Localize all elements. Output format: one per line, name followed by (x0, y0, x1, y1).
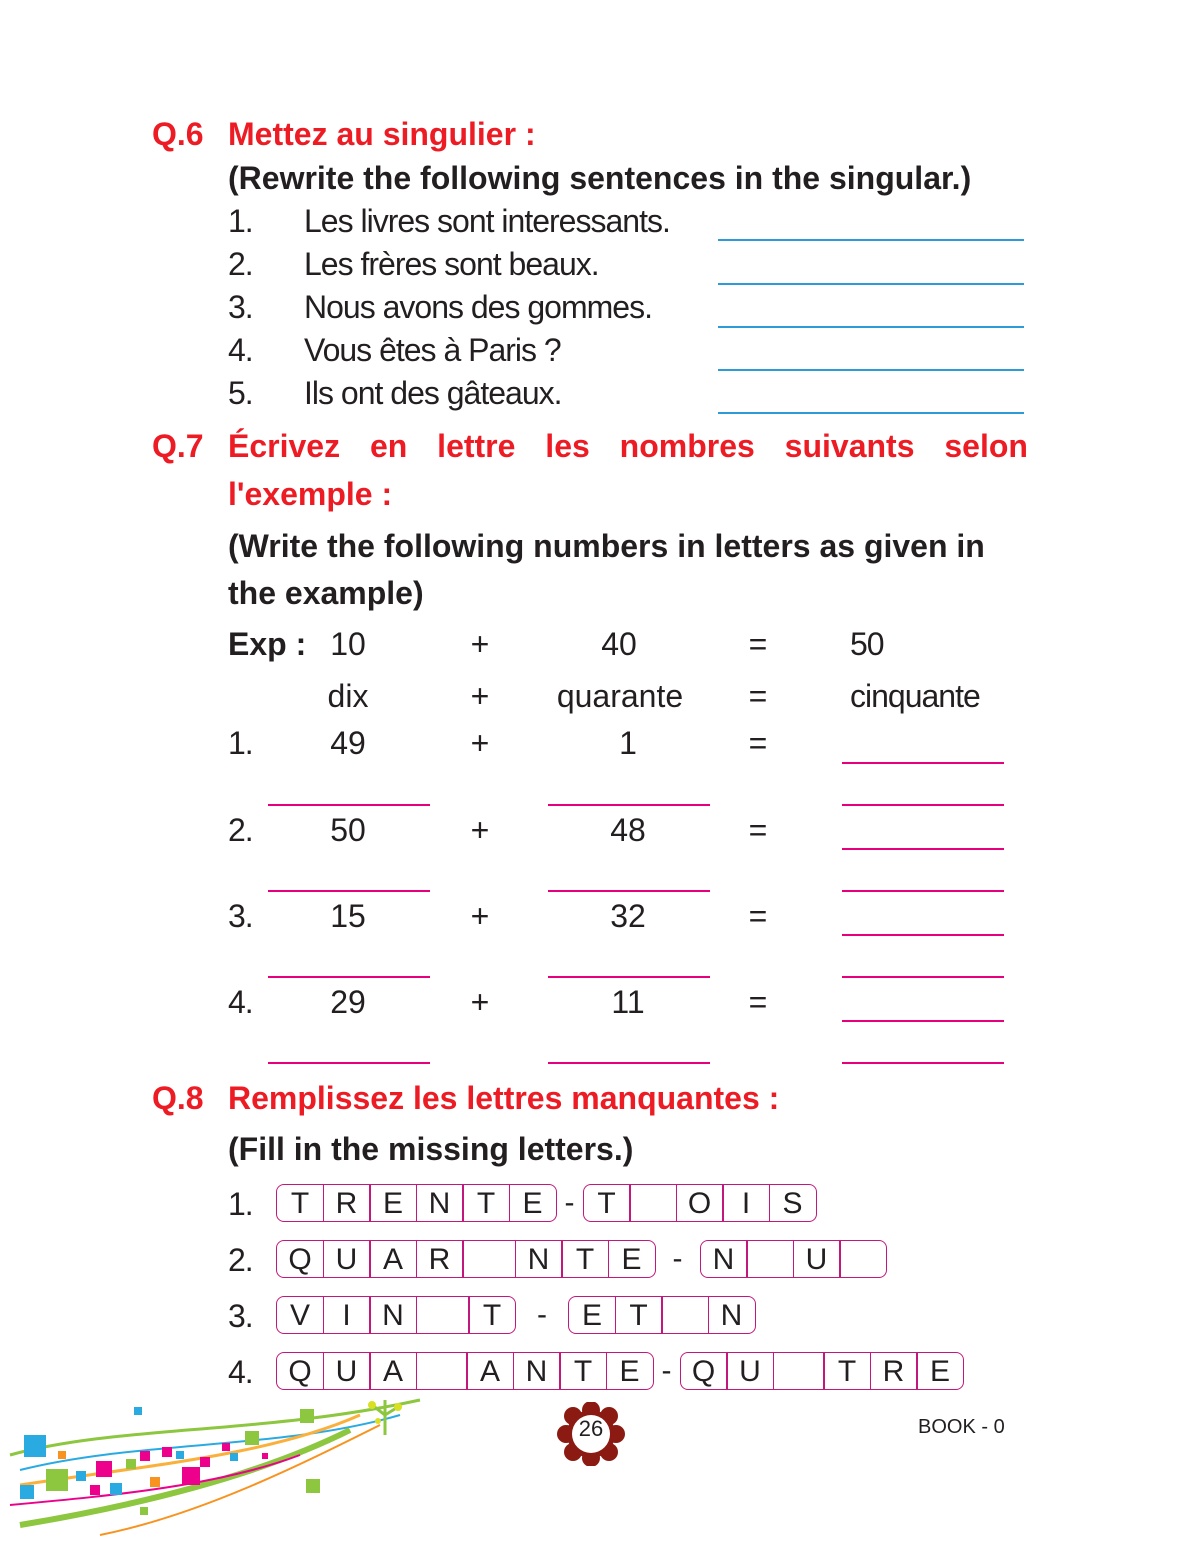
q7-row-plus: + (470, 725, 490, 761)
letter-box: Q (276, 1352, 324, 1390)
q6-answer-line[interactable] (718, 283, 1024, 285)
letter-box-blank[interactable] (839, 1240, 887, 1278)
letter-box: A (466, 1352, 514, 1390)
letter-box-blank[interactable] (629, 1184, 677, 1222)
letter-box: Q (680, 1352, 728, 1390)
q7-word-line[interactable] (268, 976, 430, 978)
letter-box: N (700, 1240, 748, 1278)
letter-box-blank[interactable] (746, 1240, 794, 1278)
q8-title: Remplissez les lettres manquantes : (228, 1080, 780, 1116)
q7-row-equals: = (748, 898, 768, 934)
q7-example-label: Exp : (228, 626, 307, 662)
letter-box: U (793, 1240, 841, 1278)
q7-subtitle-line1: (Write the following numbers in letters as given in (228, 528, 985, 564)
q6-item-text: Les livres sont interessants. (304, 203, 670, 239)
letter-box: U (323, 1240, 371, 1278)
q6-answer-line[interactable] (718, 239, 1024, 241)
letter-box: T (561, 1240, 609, 1278)
letter-box: T (462, 1184, 510, 1222)
letter-box: T (468, 1296, 516, 1334)
q6-number: Q.6 (152, 116, 204, 152)
letter-box: N (416, 1184, 464, 1222)
q7-row-plus: + (470, 898, 490, 934)
q7-word-line[interactable] (842, 890, 1004, 892)
q7-word-line[interactable] (548, 804, 710, 806)
q7-word-line[interactable] (842, 1062, 1004, 1064)
q7-title-word: selon (944, 428, 1028, 464)
q7-word-line[interactable] (842, 976, 1004, 978)
q7-row-equals: = (748, 725, 768, 761)
book-label: BOOK - 0 (918, 1416, 1005, 1438)
letter-box: O (676, 1184, 724, 1222)
letter-box-blank[interactable] (462, 1240, 516, 1278)
q7-example-c-word: cinquante (850, 678, 980, 714)
letter-box-blank[interactable] (773, 1352, 825, 1390)
q6-answer-line[interactable] (718, 369, 1024, 371)
q8-letter-row (276, 1184, 817, 1222)
q6-item-text: Vous êtes à Paris ? (304, 332, 561, 368)
q7-row-b: 1 (619, 725, 637, 761)
q7-word-line[interactable] (548, 1062, 710, 1064)
hyphen: - (564, 1186, 575, 1219)
q7-row-equals: = (748, 812, 768, 848)
q7-row-a: 15 (330, 898, 366, 934)
q7-title-line2: l'exemple : (228, 476, 393, 512)
q6-item-num: 5. (228, 375, 253, 411)
letter-box: E (606, 1352, 654, 1390)
q7-title-word: Écrivez (228, 428, 341, 464)
q7-number: Q.7 (152, 428, 204, 464)
q6-item-text: Nous avons des gommes. (304, 289, 652, 325)
q7-row-num: 2. (228, 812, 253, 848)
letter-box: A (369, 1240, 417, 1278)
q8-row-num: 3. (228, 1298, 253, 1334)
q7-word-line[interactable] (548, 976, 710, 978)
letter-box: A (369, 1352, 417, 1390)
q8-letter-row (276, 1240, 887, 1278)
q7-example-equals: = (748, 626, 768, 662)
q6-item-num: 2. (228, 246, 253, 282)
q8-letter-row (276, 1352, 964, 1390)
letter-box: R (323, 1184, 371, 1222)
q7-example-b-word: quarante (556, 678, 684, 714)
letter-box: T (583, 1184, 631, 1222)
q7-row-num: 3. (228, 898, 253, 934)
letter-box: R (870, 1352, 918, 1390)
letter-box-blank[interactable] (661, 1296, 709, 1334)
q8-row-num: 4. (228, 1354, 253, 1390)
letter-box: T (615, 1296, 663, 1334)
q7-row-num: 1. (228, 725, 253, 761)
letter-box: S (769, 1184, 817, 1222)
q7-title-word: lettre (437, 428, 516, 464)
letter-box: N (708, 1296, 756, 1334)
q7-word-line[interactable] (268, 890, 430, 892)
q7-example-a: 10 (330, 626, 366, 662)
q7-row-b: 11 (611, 984, 645, 1020)
letter-box: Q (276, 1240, 324, 1278)
q7-subtitle-line2: the example) (228, 575, 424, 611)
q7-row-b: 48 (610, 812, 646, 848)
q6-item-num: 3. (228, 289, 253, 325)
letter-box: E (568, 1296, 616, 1334)
letter-box: T (559, 1352, 607, 1390)
q7-row-plus: + (470, 812, 490, 848)
q6-subtitle: (Rewrite the following sentences in the singular.) (228, 160, 972, 196)
q8-number: Q.8 (152, 1080, 204, 1116)
q7-title-word: les (545, 428, 590, 464)
letter-box: T (823, 1352, 871, 1390)
q7-row-b: 32 (610, 898, 646, 934)
page-number: 26 (578, 1416, 604, 1441)
q7-row-a: 49 (330, 725, 366, 761)
decorative-swirl-icon (0, 1395, 430, 1545)
letter-box: T (276, 1184, 324, 1222)
q7-answer-line[interactable] (842, 848, 1004, 850)
q7-example-plus: + (470, 626, 490, 662)
letter-box: I (722, 1184, 770, 1222)
q7-answer-line[interactable] (842, 934, 1004, 936)
q7-word-line[interactable] (842, 804, 1004, 806)
letter-box-blank[interactable] (416, 1296, 470, 1334)
letter-box: U (726, 1352, 774, 1390)
q7-answer-line[interactable] (842, 1020, 1004, 1022)
letter-box: V (276, 1296, 324, 1334)
letter-box: N (369, 1296, 417, 1334)
q7-row-equals: = (748, 984, 768, 1020)
q7-title (228, 428, 1028, 465)
q6-item-text: Les frères sont beaux. (304, 246, 599, 282)
q8-subtitle: (Fill in the missing letters.) (228, 1131, 634, 1167)
q6-answer-line[interactable] (718, 412, 1024, 414)
q8-letter-row (276, 1296, 756, 1334)
q7-word-line[interactable] (268, 804, 430, 806)
q7-example-plus: + (470, 678, 490, 714)
letter-box: E (916, 1352, 964, 1390)
hyphen: - (661, 1354, 672, 1387)
q7-row-a: 29 (330, 984, 366, 1020)
hyphen: - (672, 1242, 683, 1275)
letter-box: I (323, 1296, 371, 1334)
q7-title-word: en (369, 428, 408, 464)
q7-example-b: 40 (601, 626, 637, 662)
q7-row-num: 4. (228, 984, 253, 1020)
q6-title: Mettez au singulier : (228, 116, 536, 152)
letter-box: N (515, 1240, 563, 1278)
q7-word-line[interactable] (268, 1062, 430, 1064)
q6-item-num: 4. (228, 332, 253, 368)
q7-example-equals: = (748, 678, 768, 714)
letter-box: E (608, 1240, 656, 1278)
q7-example-c: 50 (850, 626, 884, 662)
q7-title-word: nombres (619, 428, 755, 464)
q7-row-a: 50 (330, 812, 366, 848)
q6-item-text: Ils ont des gâteaux. (304, 375, 562, 411)
q7-title-word: suivants (784, 428, 915, 464)
q6-answer-line[interactable] (718, 326, 1024, 328)
letter-box: N (513, 1352, 561, 1390)
q7-answer-line[interactable] (842, 762, 1004, 764)
letter-box: U (323, 1352, 371, 1390)
q7-word-line[interactable] (548, 890, 710, 892)
letter-box-blank[interactable] (416, 1352, 468, 1390)
q6-item-num: 1. (228, 203, 253, 239)
letter-box: E (369, 1184, 417, 1222)
q7-example-a-word: dix (327, 678, 369, 714)
letter-box: E (509, 1184, 557, 1222)
q7-row-plus: + (470, 984, 490, 1020)
q8-row-num: 2. (228, 1242, 253, 1278)
hyphen: - (537, 1298, 547, 1331)
letter-box: R (416, 1240, 464, 1278)
q8-row-num: 1. (228, 1186, 253, 1222)
